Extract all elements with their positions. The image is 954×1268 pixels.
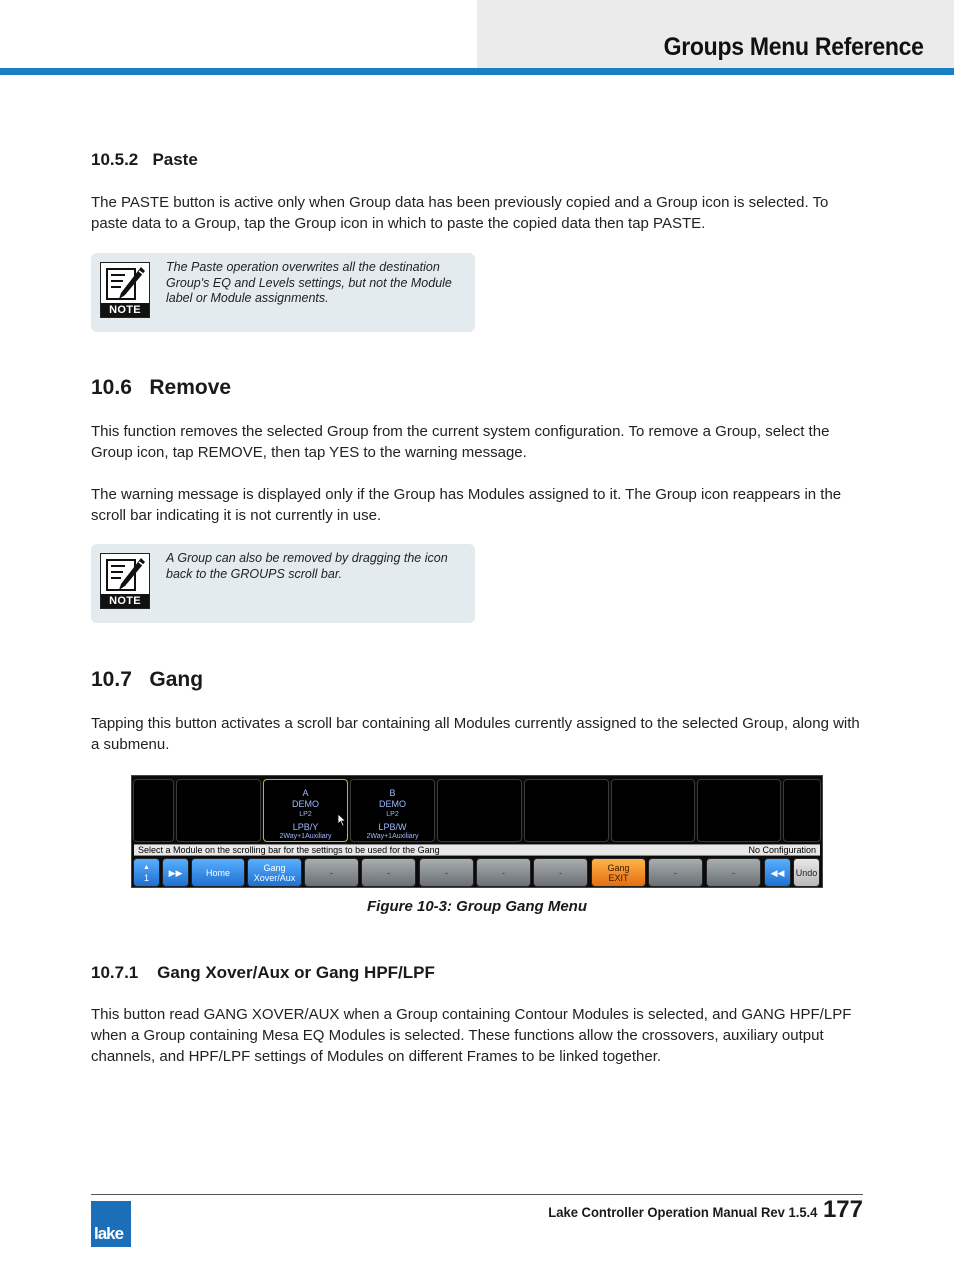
module-slot-empty[interactable] <box>611 779 695 842</box>
lake-logo <box>91 1201 131 1247</box>
mouse-cursor-icon <box>337 813 347 827</box>
section-title: Paste <box>152 150 198 169</box>
section-heading-remove <box>91 376 231 400</box>
section-number: 10.7.1 <box>91 963 139 982</box>
module-letter: A <box>302 788 309 798</box>
section-number: 10.6 <box>91 376 132 399</box>
blank-button[interactable]: - <box>533 858 588 887</box>
note-icon <box>100 553 150 609</box>
page-button[interactable] <box>133 858 160 887</box>
figure-caption: Figure 10-3: Group Gang Menu <box>366 898 587 915</box>
status-message: Select a Module on the scrolling bar for the settings to be used for the Gang <box>138 845 440 855</box>
note-text: The Paste operation overwrites all the destination Group's EQ and Levels settings, but not the Module label or Module assignments. <box>166 260 452 306</box>
section-number: 10.5.2 <box>91 150 139 169</box>
blank-button[interactable]: - <box>361 858 416 887</box>
module-slot-empty[interactable] <box>524 779 609 842</box>
status-configuration: No Configuration <box>748 845 816 855</box>
module-sub: LP2 <box>299 811 312 818</box>
gang-body: Tapping this button activates a scroll bar containing all Modules currently assigned to the selected Group, along with a submenu. <box>91 715 860 753</box>
note-box-paste <box>91 253 475 332</box>
arrow-up-icon: ▲ <box>143 863 150 871</box>
page-number: 177 <box>822 1196 863 1223</box>
button-line-2: Xover/Aux <box>253 872 296 883</box>
paste-body: The PASTE button is active only when Group data has been previously copied and a Group icon is selected. To paste data to a Group, tap the Group icon in which to paste the copied data then tap PASTE. <box>91 194 829 232</box>
remove-body-2: The warning message is displayed only if the Group has Modules assigned to it. The Group icon reappears in the scroll bar indicating it is not currently in use. <box>91 486 842 524</box>
section-number: 10.7 <box>91 668 132 691</box>
header-right-panel <box>477 0 954 68</box>
note-text: A Group can also be removed by dragging the icon back to the GROUPS scroll bar. <box>166 551 448 581</box>
button-line-2: EXIT <box>608 872 629 883</box>
module-config: 2Way+1Auxiliary <box>279 833 332 840</box>
group-gang-menu-screenshot <box>131 775 823 888</box>
gang-xover-aux-button[interactable] <box>247 858 302 887</box>
module-type: LPB/Y <box>292 822 319 832</box>
module-type: LPB/W <box>378 822 407 832</box>
module-slot-empty[interactable] <box>437 779 522 842</box>
section-heading-paste <box>91 150 198 170</box>
header-accent-bar <box>0 68 954 75</box>
status-bar <box>134 844 820 856</box>
button-line-1: Gang <box>263 862 286 873</box>
blank-button[interactable]: - <box>476 858 531 887</box>
page-header-title: Groups Menu Reference <box>663 33 924 61</box>
module-slot-empty[interactable] <box>697 779 781 842</box>
scroll-back-button[interactable] <box>764 858 791 887</box>
note-box-remove <box>91 544 475 623</box>
note-label: NOTE <box>101 594 149 608</box>
module-name: DEMO <box>379 799 406 809</box>
undo-button[interactable]: Undo <box>793 858 820 887</box>
module-letter: B <box>389 788 396 798</box>
section-title: Remove <box>149 376 232 399</box>
module-config: 2Way+1Auxiliary <box>366 833 419 840</box>
section-title: Gang <box>149 668 204 691</box>
page-number: 1 <box>143 872 149 883</box>
gang-xover-body: This button read GANG XOVER/AUX when a Group containing Contour Modules is selected, and GANG HPF/LPF when a Group containing Mesa EQ Modules is selected. These functions allow the crossovers, auxiliary output channels, and HPF/LPF settings of Modules on different Frames to be linked together. <box>91 1006 852 1065</box>
note-label: NOTE <box>101 303 149 317</box>
scroll-forward-button[interactable] <box>162 858 189 887</box>
module-slot-empty[interactable] <box>176 779 261 842</box>
module-sub: LP2 <box>386 811 399 818</box>
note-icon <box>100 262 150 318</box>
module-name: DEMO <box>292 799 319 809</box>
section-heading-gang-xover <box>91 963 435 983</box>
fast-forward-icon: ▶▶ <box>168 867 183 878</box>
blank-button[interactable]: - <box>706 858 761 887</box>
button-line-1: Gang <box>607 862 630 873</box>
blank-button[interactable]: - <box>419 858 474 887</box>
footer-manual-title: Lake Controller Operation Manual Rev 1.5.4 <box>547 1204 817 1220</box>
logo-text: lake <box>94 1224 124 1243</box>
header-left-panel <box>0 0 477 68</box>
module-slot-empty[interactable] <box>783 779 821 842</box>
home-button[interactable]: Home <box>191 858 245 887</box>
section-title: Gang Xover/Aux or Gang HPF/LPF <box>157 963 435 982</box>
rewind-icon: ◀◀ <box>770 867 785 878</box>
blank-button[interactable]: - <box>648 858 703 887</box>
section-heading-gang <box>91 668 203 692</box>
footer-rule <box>91 1194 863 1195</box>
module-slot-empty[interactable] <box>133 779 174 842</box>
module-slot-a[interactable] <box>263 779 348 842</box>
gang-exit-button[interactable] <box>591 858 646 887</box>
module-slot-b[interactable] <box>350 779 435 842</box>
blank-button[interactable]: - <box>304 858 359 887</box>
remove-body-1: This function removes the selected Group from the current system configuration. To remove a Group, select the Group icon, tap REMOVE, then tap YES to the warning message. <box>91 423 830 461</box>
